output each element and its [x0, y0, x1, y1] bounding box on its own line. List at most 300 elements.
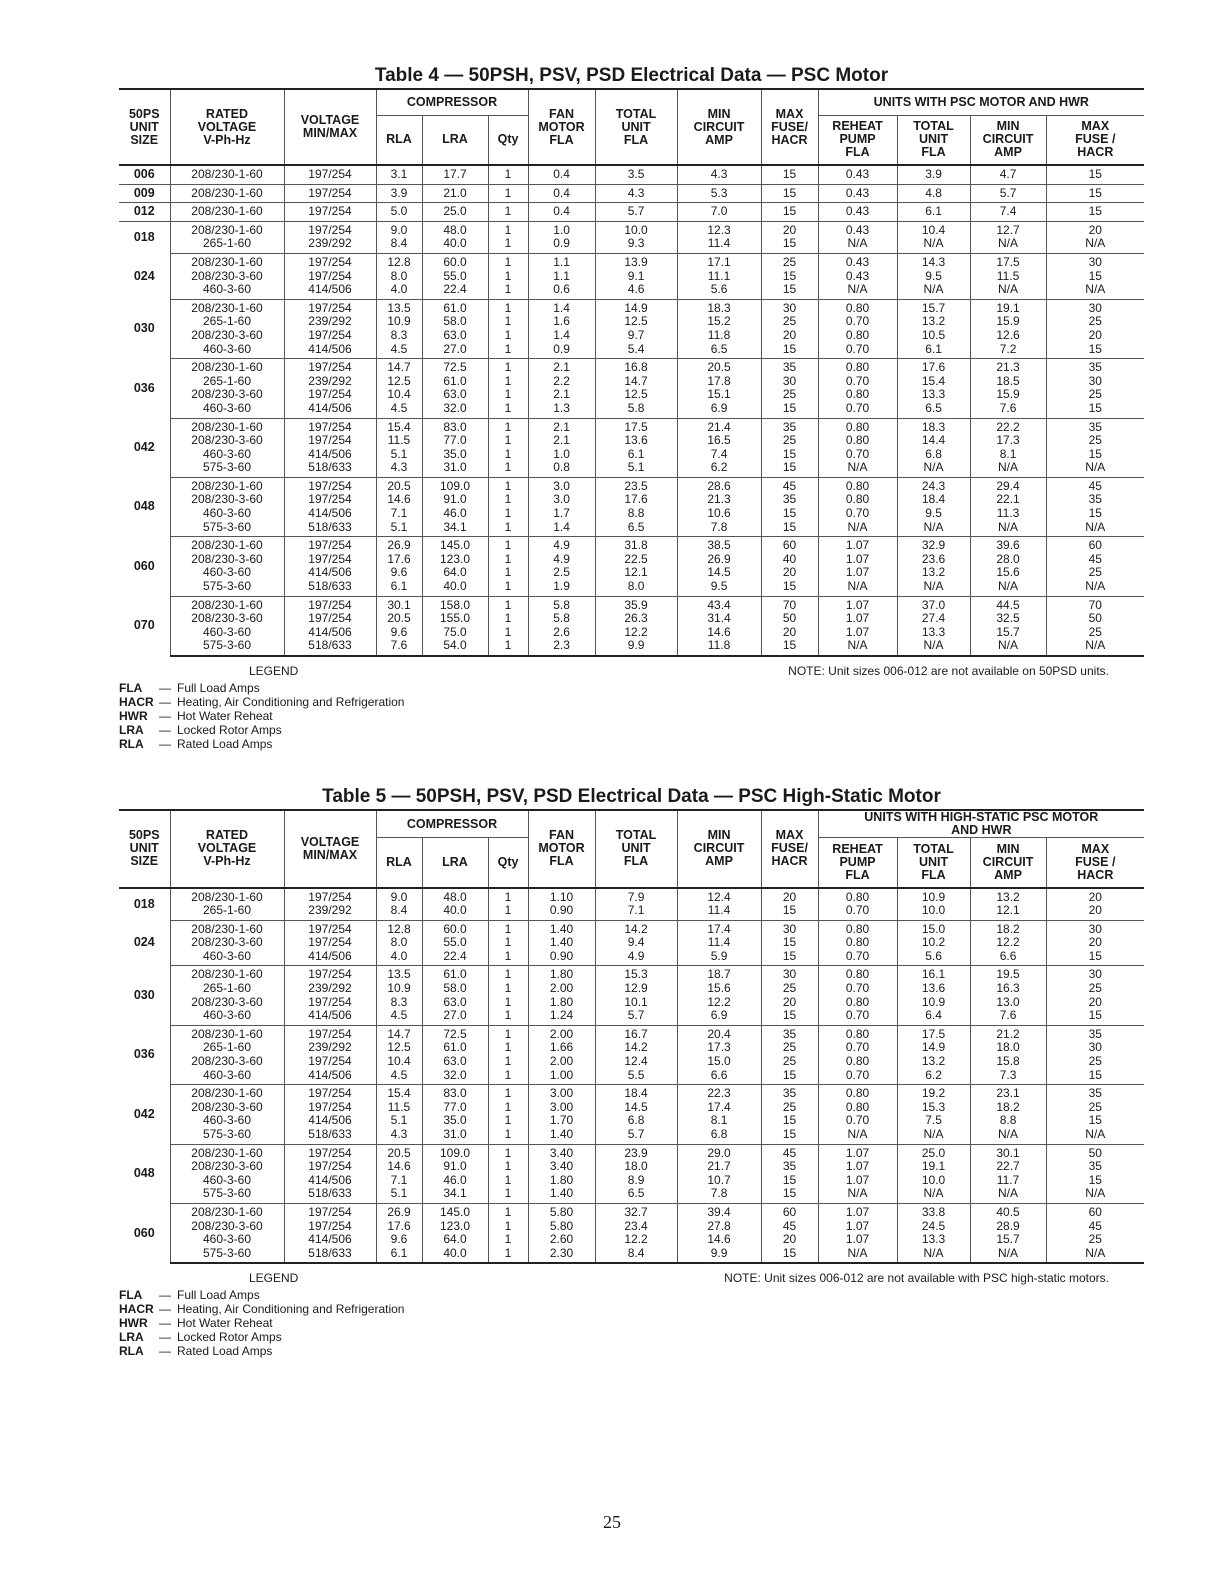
header-line: MIN: [707, 828, 731, 843]
table-cell: 22.4: [422, 950, 488, 966]
table-cell: 15: [761, 1009, 818, 1025]
table-cell: 14.7: [376, 359, 422, 375]
table-cell: 1.6: [528, 315, 595, 329]
table-cell: 9.9: [677, 1247, 761, 1264]
table-cell: 17.6: [897, 359, 970, 375]
table-cell: 3.40: [528, 1144, 595, 1160]
table-cell: 15: [761, 950, 818, 966]
table-row: [119, 493, 1144, 507]
table-cell: 0.70: [818, 904, 897, 920]
table-cell: 60.0: [422, 253, 488, 269]
table-cell: 15: [1046, 1069, 1144, 1085]
legend-abbr: FLA: [119, 1288, 143, 1303]
table-row: [119, 1025, 1144, 1041]
table-cell: 27.0: [422, 1009, 488, 1025]
table-cell: N/A: [1046, 1247, 1144, 1264]
table-cell: 208/230-1-60: [170, 359, 284, 375]
legend-list: [119, 681, 1144, 751]
table-cell: 15: [761, 936, 818, 950]
table-cell: 5.7: [595, 1009, 677, 1025]
table-cell: 45: [761, 477, 818, 493]
table-cell: 3.1: [376, 165, 422, 184]
table-cell: 3.0: [528, 477, 595, 493]
table-row: [119, 1041, 1144, 1055]
table-cell: 265-1-60: [170, 1041, 284, 1055]
col-reheat-pump-fla: [818, 115, 897, 165]
legend-text: Hot Water Reheat: [177, 709, 273, 723]
table-cell: 35: [1046, 493, 1144, 507]
table-row: [119, 343, 1144, 359]
table-cell: 63.0: [422, 1055, 488, 1069]
table-cell: N/A: [897, 461, 970, 477]
table-cell: 1: [488, 982, 528, 996]
table-row: [119, 1055, 1144, 1069]
table-cell: 17.3: [677, 1041, 761, 1055]
table-cell: 6.5: [677, 343, 761, 359]
table-cell: 208/230-1-60: [170, 888, 284, 905]
table-row: [119, 461, 1144, 477]
table-cell: 7.8: [677, 1187, 761, 1203]
table-cell: 32.9: [897, 537, 970, 553]
table-cell: 29.4: [970, 477, 1046, 493]
table-cell: 10.0: [897, 1174, 970, 1188]
table-cell: 7.6: [970, 1009, 1046, 1025]
table-cell: 72.5: [422, 359, 488, 375]
header-line: MIN: [996, 119, 1020, 134]
table-cell: 1.66: [528, 1041, 595, 1055]
table-cell: 14.6: [677, 1233, 761, 1247]
table-cell: 13.5: [376, 966, 422, 982]
table-cell: 460-3-60: [170, 1114, 284, 1128]
table-cell: 15: [761, 507, 818, 521]
table-row: [119, 402, 1144, 418]
table-cell: 1: [488, 1085, 528, 1101]
table-cell: 11.8: [677, 329, 761, 343]
table-cell: 18.0: [595, 1160, 677, 1174]
table-cell: 0.43: [818, 184, 897, 203]
table-cell: 9.9: [595, 639, 677, 656]
header-line: PUMP: [839, 854, 876, 869]
col-compressor-group: COMPRESSOR: [376, 89, 528, 115]
table-cell: 1: [488, 1144, 528, 1160]
table-cell: 8.1: [677, 1114, 761, 1128]
table-cell: 1: [488, 950, 528, 966]
table-cell: 5.3: [677, 184, 761, 203]
table-cell: 15: [761, 580, 818, 596]
table-cell: 1: [488, 1025, 528, 1041]
table-cell: 33.8: [897, 1203, 970, 1219]
table-cell: 5.0: [376, 203, 422, 222]
legend-dash: —: [159, 737, 171, 751]
table-cell: 15: [1046, 1174, 1144, 1188]
col-lra: LRA: [422, 115, 488, 165]
table-cell: 4.3: [595, 184, 677, 203]
table-cell: 2.5: [528, 566, 595, 580]
table-cell: 15.7: [897, 299, 970, 315]
table-cell: 10.7: [677, 1174, 761, 1188]
legend-abbr: RLA: [119, 1344, 144, 1359]
table-cell: 21.4: [677, 418, 761, 434]
table-cell: 0.80: [818, 1055, 897, 1069]
table-cell: N/A: [897, 521, 970, 537]
table-cell: 0.80: [818, 1101, 897, 1115]
table-cell: 1: [488, 936, 528, 950]
table-cell: 8.0: [376, 270, 422, 284]
unit-size-cell: 070: [133, 618, 155, 633]
table-cell: N/A: [897, 283, 970, 299]
table-row: [119, 1247, 1144, 1264]
table-cell: 197/254: [284, 553, 376, 567]
table-cell: 0.43: [818, 203, 897, 222]
table-cell: N/A: [1046, 461, 1144, 477]
table-cell: 197/254: [284, 184, 376, 203]
table-cell: 45: [1046, 553, 1144, 567]
table-cell: 19.1: [970, 299, 1046, 315]
table-cell: 25: [1046, 388, 1144, 402]
table-cell: N/A: [897, 580, 970, 596]
legend-dash: —: [159, 681, 171, 695]
header-line: TOTAL: [615, 106, 657, 121]
table-cell: 1: [488, 566, 528, 580]
table-cell: 208/230-3-60: [170, 388, 284, 402]
header-line: REHEAT: [832, 119, 883, 134]
table-cell: 7.3: [970, 1069, 1046, 1085]
table-row: [119, 299, 1144, 315]
table-cell: 25: [1046, 434, 1144, 448]
legend-item: [119, 737, 1144, 751]
table-cell: 239/292: [284, 1041, 376, 1055]
table-cell: 460-3-60: [170, 283, 284, 299]
table-cell: 14.2: [595, 1041, 677, 1055]
table-cell: 9.1: [595, 270, 677, 284]
table-cell: 20: [761, 626, 818, 640]
table-cell: N/A: [897, 1247, 970, 1264]
table-cell: 0.80: [818, 493, 897, 507]
table-cell: 4.7: [970, 165, 1046, 184]
table-cell: 58.0: [422, 982, 488, 996]
legend-abbr: FLA: [119, 681, 143, 695]
table-cell: 414/506: [284, 1174, 376, 1188]
table-cell: 18.3: [897, 418, 970, 434]
table-cell: 197/254: [284, 418, 376, 434]
table-cell: 15.7: [970, 1233, 1046, 1247]
table-cell: 63.0: [422, 996, 488, 1010]
table-cell: 26.9: [677, 553, 761, 567]
header-line: VOLTAGE: [300, 113, 360, 127]
table-cell: 265-1-60: [170, 315, 284, 329]
table-cell: 4.8: [897, 184, 970, 203]
legend-item: [119, 695, 1144, 709]
legend-dash: —: [159, 1330, 171, 1345]
table-cell: 15: [761, 184, 818, 203]
table-cell: 20.4: [677, 1025, 761, 1041]
table-cell: 14.3: [897, 253, 970, 269]
col-rated-voltage: [170, 810, 284, 888]
table-cell: 3.40: [528, 1160, 595, 1174]
table-cell: 208/230-3-60: [170, 1220, 284, 1234]
table-cell: 38.5: [677, 537, 761, 553]
table-cell: 60: [761, 1203, 818, 1219]
table-cell: 15: [1046, 184, 1144, 203]
col-compressor-group: COMPRESSOR: [376, 810, 528, 838]
table-cell: 44.5: [970, 596, 1046, 612]
table-cell: 0.4: [528, 184, 595, 203]
legend-abbr: RLA: [119, 737, 144, 751]
table-cell: 25: [761, 1101, 818, 1115]
table-cell: 208/230-3-60: [170, 1101, 284, 1115]
table-row: [119, 1203, 1144, 1219]
table-cell: 20: [761, 329, 818, 343]
table-cell: 35: [1046, 1025, 1144, 1041]
table-row: [119, 1114, 1144, 1128]
header-line: FAN: [549, 106, 575, 121]
table-cell: 11.4: [677, 936, 761, 950]
table-cell: 3.9: [376, 184, 422, 203]
table-cell: 21.2: [970, 1025, 1046, 1041]
table-5-legend-row: [119, 1271, 1144, 1285]
table-cell: 12.4: [677, 888, 761, 905]
header-line: AMP: [994, 867, 1022, 882]
table-cell: 197/254: [284, 1220, 376, 1234]
table-cell: 414/506: [284, 343, 376, 359]
unit-size-cell: 048: [133, 1165, 155, 1180]
table-cell: 25.0: [422, 203, 488, 222]
header-line: TOTAL: [615, 828, 657, 843]
table-cell: 1.40: [528, 920, 595, 936]
table-cell: 1: [488, 343, 528, 359]
table-cell: N/A: [818, 1128, 897, 1144]
table-cell: 28.0: [970, 553, 1046, 567]
table-cell: 15: [761, 521, 818, 537]
table-cell: 45: [761, 1144, 818, 1160]
header-line: VOLTAGE: [197, 119, 257, 134]
table-cell: 1.07: [818, 1220, 897, 1234]
table-cell: 518/633: [284, 521, 376, 537]
table-cell: 0.4: [528, 165, 595, 184]
table-cell: 13.2: [897, 1055, 970, 1069]
header-line: TOTAL: [913, 119, 954, 134]
table-cell: 2.60: [528, 1233, 595, 1247]
table-cell: 1: [488, 996, 528, 1010]
header-line: MIN/MAX: [302, 847, 358, 862]
table-cell: 5.8: [528, 596, 595, 612]
table-cell: 208/230-1-60: [170, 418, 284, 434]
table-cell: 6.1: [897, 203, 970, 222]
table-cell: 1: [488, 418, 528, 434]
table-cell: 9.6: [376, 1233, 422, 1247]
table-cell: 25: [1046, 1055, 1144, 1069]
table-cell: 64.0: [422, 1233, 488, 1247]
table-cell: 0.70: [818, 1114, 897, 1128]
table-cell: 197/254: [284, 270, 376, 284]
table-cell: 15.4: [897, 375, 970, 389]
table-cell: 4.5: [376, 1009, 422, 1025]
table-cell: 48.0: [422, 221, 488, 237]
unit-size-cell: 009: [119, 184, 170, 203]
table-cell: 0.43: [818, 165, 897, 184]
table-cell: 0.80: [818, 1025, 897, 1041]
table-cell: 414/506: [284, 1069, 376, 1085]
table-cell: 2.00: [528, 1055, 595, 1069]
table-cell: 0.70: [818, 448, 897, 462]
table-cell: 45: [1046, 1220, 1144, 1234]
table-cell: 414/506: [284, 950, 376, 966]
table-cell: 208/230-3-60: [170, 270, 284, 284]
table-cell: 15.4: [376, 1085, 422, 1101]
table-cell: 6.2: [897, 1069, 970, 1085]
table-cell: 1: [488, 1128, 528, 1144]
table-cell: 19.5: [970, 966, 1046, 982]
table-cell: 25: [1046, 982, 1144, 996]
table-cell: 35.0: [422, 448, 488, 462]
table-cell: 25: [761, 1041, 818, 1055]
table-cell: 460-3-60: [170, 507, 284, 521]
table-cell: 1: [488, 299, 528, 315]
table-body: [119, 165, 1144, 656]
table-cell: 40.0: [422, 904, 488, 920]
table-cell: 23.9: [595, 1144, 677, 1160]
table-cell: 12.5: [595, 388, 677, 402]
table-cell: 414/506: [284, 402, 376, 418]
header-line: UNITS WITH PSC MOTOR AND HWR: [873, 94, 1089, 109]
table-cell: 25: [761, 1055, 818, 1069]
table-cell: 0.43: [818, 253, 897, 269]
table-cell: 1: [488, 639, 528, 656]
col-voltage-minmax: [284, 810, 376, 888]
table-cell: 15: [761, 1114, 818, 1128]
header-line: AMP: [705, 854, 733, 869]
table-cell: 25: [1046, 1233, 1144, 1247]
col-max-fuse-hacr: [761, 810, 818, 888]
table-cell: 1: [488, 253, 528, 269]
table-row: [119, 283, 1144, 299]
table-cell: 63.0: [422, 388, 488, 402]
table-cell: 75.0: [422, 626, 488, 640]
header-line: AMP: [705, 132, 733, 147]
table-cell: 58.0: [422, 315, 488, 329]
table-cell: 1.07: [818, 1144, 897, 1160]
table-cell: N/A: [897, 237, 970, 253]
table-cell: 27.0: [422, 343, 488, 359]
table-row: [119, 359, 1144, 375]
header-line: UNITS WITH HIGH-STATIC PSC MOTOR: [864, 810, 1099, 824]
table-cell: 1: [488, 1160, 528, 1174]
table-cell: 197/254: [284, 1085, 376, 1101]
table-cell: 30: [1046, 920, 1144, 936]
table-cell: 8.4: [595, 1247, 677, 1264]
table-cell: 239/292: [284, 904, 376, 920]
table-row: [119, 521, 1144, 537]
header-line: MOTOR: [538, 119, 585, 134]
header-line: HACR: [1077, 867, 1114, 882]
table-row: [119, 1174, 1144, 1188]
table-cell: 4.9: [528, 553, 595, 567]
table-cell: 575-3-60: [170, 580, 284, 596]
table-cell: 61.0: [422, 299, 488, 315]
table-cell: 0.8: [528, 461, 595, 477]
header-line: MAX: [775, 828, 804, 843]
table-cell: 10.9: [897, 888, 970, 905]
table-row: [119, 203, 1144, 222]
table-cell: 2.30: [528, 1247, 595, 1264]
header-line: FLA: [549, 854, 574, 869]
table-cell: 60: [1046, 537, 1144, 553]
table-cell: 22.7: [970, 1160, 1046, 1174]
table-cell: 12.2: [595, 626, 677, 640]
table-cell: 25: [761, 388, 818, 402]
header-line: VOLTAGE: [197, 841, 257, 856]
table-cell: 9.0: [376, 221, 422, 237]
table-cell: 10.9: [376, 315, 422, 329]
table-cell: 22.5: [595, 553, 677, 567]
table-cell: 4.0: [376, 950, 422, 966]
table-cell: 22.1: [970, 493, 1046, 507]
table-cell: 0.80: [818, 888, 897, 905]
table-cell: 1: [488, 1009, 528, 1025]
unit-size-cell: 036: [133, 380, 155, 395]
table-cell: 50: [761, 612, 818, 626]
table-cell: 15.1: [677, 388, 761, 402]
legend-item: [119, 723, 1144, 737]
table-cell: 1: [488, 448, 528, 462]
table-cell: 208/230-3-60: [170, 1160, 284, 1174]
table-cell: 15: [761, 237, 818, 253]
unit-size-cell: 060: [133, 558, 155, 573]
table-cell: 25: [761, 315, 818, 329]
table-row: [119, 553, 1144, 567]
table-cell: 39.6: [970, 537, 1046, 553]
table-cell: 13.3: [897, 1233, 970, 1247]
col-min-circuit-amp: [677, 89, 761, 165]
table-cell: 54.0: [422, 639, 488, 656]
page: [119, 60, 1144, 1358]
table-cell: 6.9: [677, 402, 761, 418]
table-cell: N/A: [970, 1128, 1046, 1144]
legend-dash: —: [159, 709, 171, 723]
table-cell: 197/254: [284, 434, 376, 448]
table-cell: 18.5: [970, 375, 1046, 389]
table-cell: 10.2: [897, 936, 970, 950]
table-cell: 208/230-1-60: [170, 477, 284, 493]
table-cell: 8.4: [376, 237, 422, 253]
header-line: V-Ph-Hz: [203, 854, 251, 869]
header-line: MAX: [1081, 119, 1110, 134]
table-cell: 197/254: [284, 359, 376, 375]
table-row: [119, 612, 1144, 626]
table-cell: 2.00: [528, 982, 595, 996]
table-cell: 197/254: [284, 1144, 376, 1160]
header-line: PUMP: [839, 132, 876, 147]
table-cell: 13.2: [970, 888, 1046, 905]
table-cell: 208/230-1-60: [170, 966, 284, 982]
legend-text: Rated Load Amps: [177, 1344, 273, 1359]
table-cell: 25: [1046, 626, 1144, 640]
table-cell: 1.07: [818, 1203, 897, 1219]
table-cell: 15: [761, 203, 818, 222]
table-cell: 15: [1046, 448, 1144, 462]
table-cell: 10.4: [376, 388, 422, 402]
table-cell: 197/254: [284, 299, 376, 315]
table-row: [119, 936, 1144, 950]
table-cell: 208/230-1-60: [170, 1085, 284, 1101]
table-4-legend-row: [119, 664, 1144, 678]
table-cell: 15: [1046, 950, 1144, 966]
table-cell: 1.80: [528, 1174, 595, 1188]
table-cell: 30.1: [970, 1144, 1046, 1160]
table-cell: N/A: [1046, 580, 1144, 596]
table-row: [119, 1233, 1144, 1247]
table-cell: 10.5: [897, 329, 970, 343]
